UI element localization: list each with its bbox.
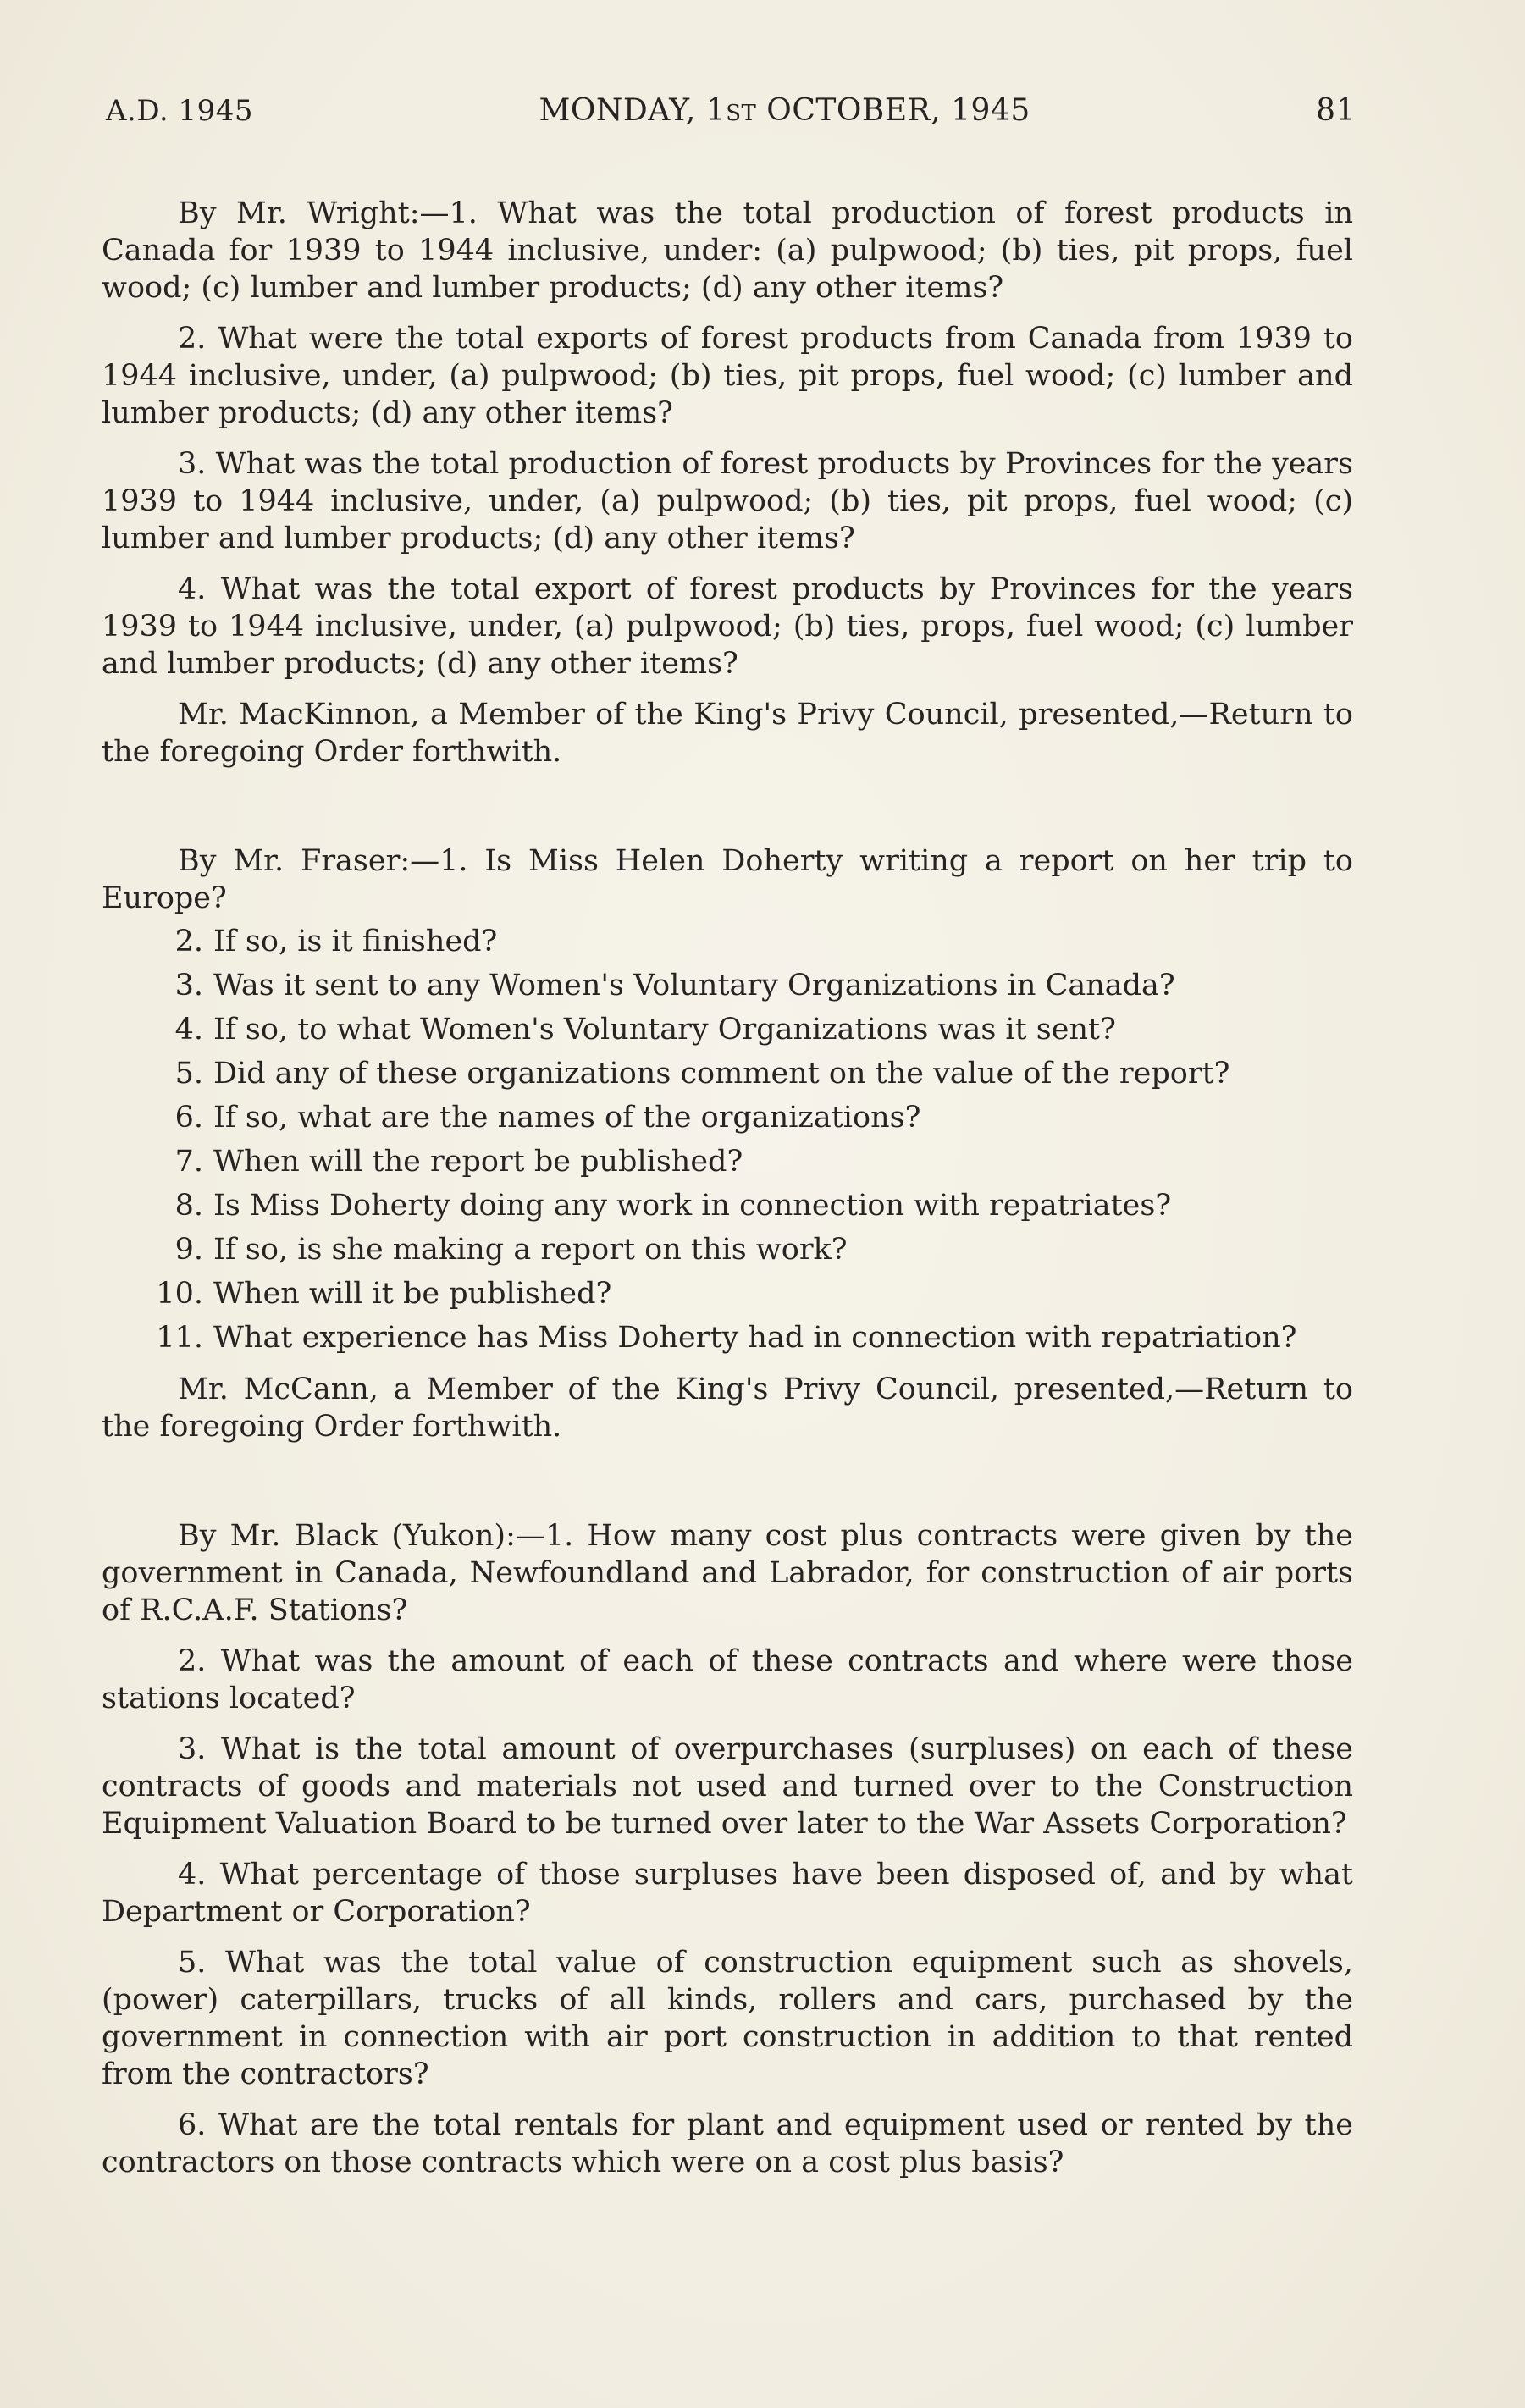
question-list: [102, 922, 1353, 1357]
item-text: Did any of these organizations comment on the value of the report?: [213, 1057, 1230, 1091]
item-number: 9.: [174, 1233, 203, 1267]
item-number: 5.: [174, 1057, 203, 1091]
list-item: [102, 1186, 1353, 1225]
list-item: [102, 1142, 1353, 1181]
question-paragraph: 4. What percentage of those surpluses have been disposed of, and by what Department or Corporation?: [102, 1858, 1353, 1929]
question-paragraph: 3. What was the total production of forest products by Provinces for the years 1939 to 1944 inclusive, under, (a) pulpwood; (b) ties, pit props, fuel wood; (c) lumber and lumber products; (d) any other items?: [102, 447, 1353, 555]
list-item: [102, 1318, 1353, 1357]
page-content: [102, 195, 1353, 2181]
list-item: [102, 1010, 1353, 1049]
header-date: [539, 93, 1030, 128]
item-text: When will the report be published?: [213, 1145, 743, 1179]
item-number: 11.: [156, 1321, 203, 1355]
header-year: A.D. 1945: [106, 94, 254, 128]
item-text: Was it sent to any Women's Voluntary Organizations in Canada?: [213, 969, 1175, 1002]
header-date-day: MONDAY, 1: [539, 93, 727, 128]
item-text: If so, to what Women's Voluntary Organizations was it sent?: [213, 1013, 1116, 1047]
item-text: If so, is it finished?: [213, 925, 498, 958]
item-text: When will it be published?: [213, 1277, 612, 1311]
list-item: [102, 1230, 1353, 1269]
question-section-fraser: [102, 842, 1353, 1445]
header-date-rest: OCTOBER, 1945: [756, 93, 1030, 128]
list-item: [102, 1274, 1353, 1313]
item-text: Is Miss Doherty doing any work in connection with repatriates?: [213, 1189, 1172, 1223]
list-item: [102, 1098, 1353, 1137]
list-item: [102, 922, 1353, 961]
item-number: 10.: [156, 1277, 203, 1311]
question-paragraph: By Mr. Wright:—1. What was the total production of forest products in Canada for 1939 to 1944 inclusive, under: (a) pulpwood; (b) ties, pit props, fuel wood; (c) lumber and lumber products; (d) any other items?: [102, 196, 1353, 305]
question-section-black: [102, 1517, 1353, 2181]
item-number: 8.: [174, 1189, 203, 1223]
item-number: 2.: [174, 925, 203, 958]
item-number: 6.: [174, 1101, 203, 1135]
item-number: 7.: [174, 1145, 203, 1179]
item-text: If so, is she making a report on this work?: [213, 1233, 848, 1267]
question-paragraph: 5. What was the total value of construction equipment such as shovels, (power) caterpillars, trucks of all kinds, rollers and cars, purchased by the government in connection with air port construction in addition to that rented from the contractors?: [102, 1946, 1353, 2091]
question-paragraph: 2. What were the total exports of forest products from Canada from 1939 to 1944 inclusive, under, (a) pulpwood; (b) ties, pit props, fuel wood; (c) lumber and lumber products; (d) any other items?: [102, 322, 1353, 430]
question-paragraph: By Mr. Black (Yukon):—1. How many cost plus contracts were given by the government in Canada, Newfoundland and Labrador, for construction of air ports of R.C.A.F. Stations?: [102, 1519, 1353, 1627]
list-item: [102, 966, 1353, 1005]
item-text: If so, what are the names of the organizations?: [213, 1101, 921, 1135]
question-section-wright: [102, 195, 1353, 770]
list-item: [102, 1054, 1353, 1093]
question-paragraph: 6. What are the total rentals for plant and equipment used or rented by the contractors on those contracts which were on a cost plus basis?: [102, 2108, 1353, 2179]
item-text: What experience has Miss Doherty had in connection with repatriation?: [213, 1321, 1297, 1355]
question-paragraph: By Mr. Fraser:—1. Is Miss Helen Doherty writing a report on her trip to Europe?: [102, 844, 1353, 915]
item-number: 4.: [174, 1013, 203, 1047]
return-statement: Mr. MacKinnon, a Member of the King's Privy Council, presented,—Return to the foregoing Order forthwith.: [102, 698, 1353, 769]
item-number: 3.: [174, 969, 203, 1002]
page-header: [106, 93, 1356, 144]
question-paragraph: 2. What was the amount of each of these contracts and where were those stations located?: [102, 1644, 1353, 1715]
question-paragraph: 3. What is the total amount of overpurchases (surpluses) on each of these contracts of goods and materials not used and turned over to the Construction Equipment Valuation Board to be turned over later to the War Assets Corporation?: [102, 1732, 1353, 1841]
page-number: 81: [1316, 93, 1356, 128]
header-date-ordinal: ST: [726, 101, 757, 126]
question-paragraph: 4. What was the total export of forest products by Provinces for the years 1939 to 1944 inclusive, under, (a) pulpwood; (b) ties, props, fuel wood; (c) lumber and lumber products; (d) any other items?: [102, 572, 1353, 681]
return-statement: Mr. McCann, a Member of the King's Privy Council, presented,—Return to the foregoing Order forthwith.: [102, 1372, 1353, 1444]
